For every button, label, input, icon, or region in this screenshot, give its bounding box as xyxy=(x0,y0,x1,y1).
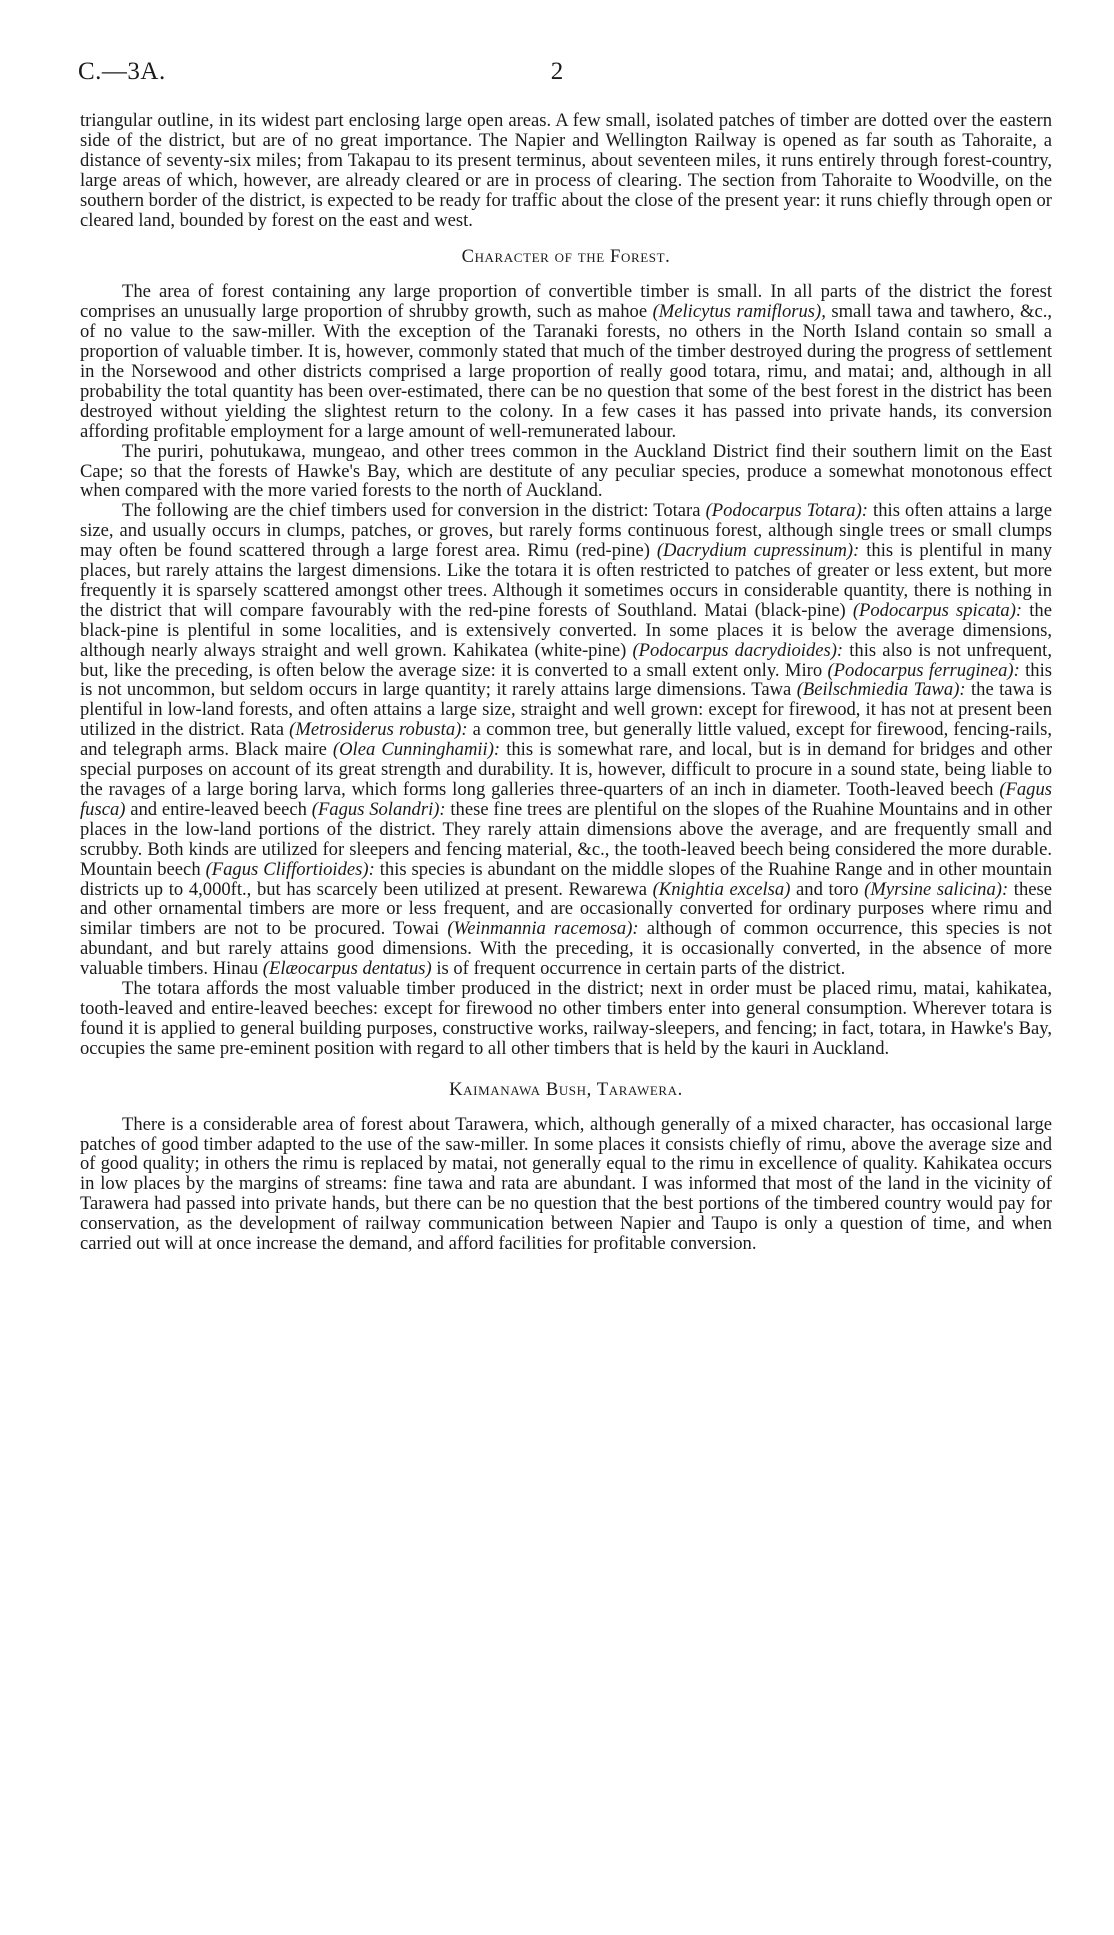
text-run: The area of forest containing any large proportion of convertible timber is small. In all parts of the district the forest comprises an unusually large proportion of shrubby growth, such as mahoe xyxy=(80,281,1052,323)
species-name: (Podocarpus Totara): xyxy=(705,500,868,522)
text-run: this also is not unfrequent, but, like the preceding, is often below the average size: it is converted to a small extent only. Miro xyxy=(80,639,1052,681)
text-run: these and other ornamental timbers are more or less frequent, and are occasionally converted for ordinary purposes where rimu and similar timbers are not to be procured. Towai xyxy=(80,878,1053,940)
document-reference: C.—3A. xyxy=(78,58,166,85)
text-run: although of common occurrence, this species is not abundant, and but rarely attains good dimensions. With the preceding, it is occasionally converted, in the absence of more valuable timbers. Hinau xyxy=(80,918,1052,980)
species-name: (Podocarpus spicata): xyxy=(852,599,1023,621)
body-paragraph xyxy=(80,1115,1052,1254)
body-paragraph xyxy=(80,442,1052,502)
body-paragraph xyxy=(80,282,1052,441)
text-run: The totara affords the most valuable timber produced in the district; next in order must be placed rimu, matai, kahikatea, tooth-leaved and entire-leaved beeches: except for firewood no other timbers enter into general consumption. Wherever totara is found it is applied to general building purposes, constructive works, railway-sleepers, and fencing; in fact, totara, in Hawke's Bay, occupies the same pre-eminent position with regard to all other timbers that is held by the kauri in Auckland. xyxy=(80,978,1052,1059)
section-heading: Character of the Forest. xyxy=(461,246,671,268)
text-run: the black-pine is plentiful in some localities, and is extensively converted. In some places it is below the average dimensions, although nearly always straight and well grown. Kahikatea (white-pine) xyxy=(80,599,1052,661)
species-name: (Knightia excelsa) xyxy=(652,878,791,900)
text-run: this species is abundant on the middle slopes of the Ruahine Range and in other mountain districts up to 4,000ft., but has scarcely been utilized at present. Rewarewa xyxy=(80,858,1052,900)
species-name: (Weinmannia racemosa): xyxy=(447,918,639,940)
section-paragraphs xyxy=(80,1115,1052,1254)
species-name: (Olea Cunninghamii): xyxy=(332,739,501,761)
page-header xyxy=(78,58,1036,88)
page-body xyxy=(80,111,1052,1254)
text-run: There is a considerable area of forest about Tarawera, which, although generally of a mixed character, has occasional large patches of good timber adapted to the use of the saw-miller. In some places it consists chiefly of rimu, above the average size and of good quality; in others the rimu is replaced by matai, not generally equal to the rimu in excellence of quality. Kahikatea occurs in low places by the margins of streams: fine tawa and rata are abundant. I was informed that most of the land in the vicinity of Tarawera had passed into private hands, but there can be no question that the best portions of the timbered country would pay for conservation, as the development of railway communication between Napier and Taupo is only a question of time, and when carried out will at once increase the demand, and afford facilities for profitable conversion. xyxy=(80,1113,1052,1255)
species-name: (Fagus Solandri): xyxy=(311,798,446,820)
text-run: these fine trees are plentiful on the slopes of the Ruahine Mountains and in other places in the low-land portions of the district. They rarely attain dimensions above the average, and are frequently small and scrubby. Both kinds are utilized for sleepers and fencing material, &c., the tooth-leaved beech being considered the more durable. Mountain beech xyxy=(80,798,1052,880)
section-kaimanawa-bush xyxy=(80,1080,1052,1254)
text-run: this is somewhat rare, and local, but is in demand for bridges and other special purposes on account of its great strength and durability. It is, however, difficult to procure in a sound state, being liable to the ravages of a large boring larva, which forms long galleries three-quarters of an inch in diameter. Tooth-leaved beech xyxy=(80,739,1053,800)
text-run: The following are the chief timbers used for conversion in the district: Totara xyxy=(122,500,706,522)
species-name: (Podocarpus ferruginea): xyxy=(827,659,1020,681)
species-name: (Elæocarpus dentatus) xyxy=(262,958,432,980)
text-run: small tawa and tawhero, &c., of no value to the saw-miller. With the exception of the Taranaki forests, no others in the North Island contain so small a proportion of valuable timber. It is, however, commonly stated that much of the timber destroyed during the progress of settlement in the Norsewood and other districts comprised a large proportion of really good totara, rimu, and matai; and, although in all probability the total quantity has been over-estimated, there can be no question that some of the best forest in the district has been destroyed without yielding the slightest return to the colony. In a few cases it has passed into private hands, its conversion affording profitable employment for a large amount of well-remunerated labour. xyxy=(80,301,1053,442)
text-run: and entire-leaved beech xyxy=(125,798,312,820)
species-name: (Dacrydium cupressinum): xyxy=(656,540,860,562)
text-run: the tawa is plentiful in low-land forests, and often attains a large size, straight and well grown: except for firewood, it has not at present been utilized in the district. Rata xyxy=(80,679,1052,741)
species-name: (Fagus fusca) xyxy=(80,779,1052,820)
species-name: (Metrosiderus robusta): xyxy=(289,719,468,741)
species-name: (Fagus Cliffortioides): xyxy=(205,858,375,880)
text-run: this is not uncommon, but seldom occurs in large quantity; it rarely attains large dimensions. Tawa xyxy=(80,659,1053,701)
intro-paragraph: triangular outline, in its widest part enclosing large open areas. A few small, isolated patches of timber are dotted over the eastern side of the district, but are of no great importance. The Napier and Wellington Railway is opened as far south as Tahoraite, a distance of seventy-six miles; from Takapau to its present terminus, about seventeen miles, it runs entirely through forest-country, large areas of which, however, are already cleared or are in process of clearing. The section from Tahoraite to Woodville, on the southern border of the district, is expected to be ready for traffic about the close of the present year: it runs chiefly through open or cleared land, bounded by forest on the east and west. xyxy=(80,110,1052,231)
body-paragraph xyxy=(80,979,1052,1059)
text-run: and toro xyxy=(790,878,865,900)
text-run: is of frequent occurrence in certain parts of the district. xyxy=(431,958,846,980)
species-name: (Melicytus ramiflorus), xyxy=(652,301,826,323)
section-paragraphs xyxy=(80,282,1052,1058)
text-run: this often attains a large size, and usually occurs in clumps, patches, or groves, but rarely forms continuous forest, although single trees or small clumps may often be found scattered through a large forest area. Rimu (red-pine) xyxy=(80,500,1052,562)
species-name: (Beilschmiedia Tawa): xyxy=(796,679,966,701)
page-number: 2 xyxy=(550,58,564,85)
body-paragraph xyxy=(80,501,1052,979)
section-character-of-forest xyxy=(80,247,1052,1058)
species-name: (Myrsine salicina): xyxy=(864,878,1009,900)
section-heading: Kaimanawa Bush, Tarawera. xyxy=(449,1078,683,1100)
text-run: a common tree, but generally little valued, except for firewood, fencing-rails, and telegraph arms. Black maire xyxy=(80,719,1052,761)
text-run: The puriri, pohutukawa, mungeao, and other trees common in the Auckland District find their southern limit on the East Cape; so that the forests of Hawke's Bay, which are destitute of any peculiar species, produce a somewhat monotonous effect when compared with the more varied forests to the north of Auckland. xyxy=(80,440,1052,502)
species-name: (Podocarpus dacrydioides): xyxy=(632,639,844,661)
text-run: this is plentiful in many places, but rarely attains the largest dimensions. Like the totara it is often restricted to patches of greater or less extent, but more frequently it is sparsely scattered amongst other trees. Although it sometimes occurs in considerable quantity, there is nothing in the district that will compare favourably with the red-pine forests of Southland. Matai (black-pine) xyxy=(80,540,1053,621)
